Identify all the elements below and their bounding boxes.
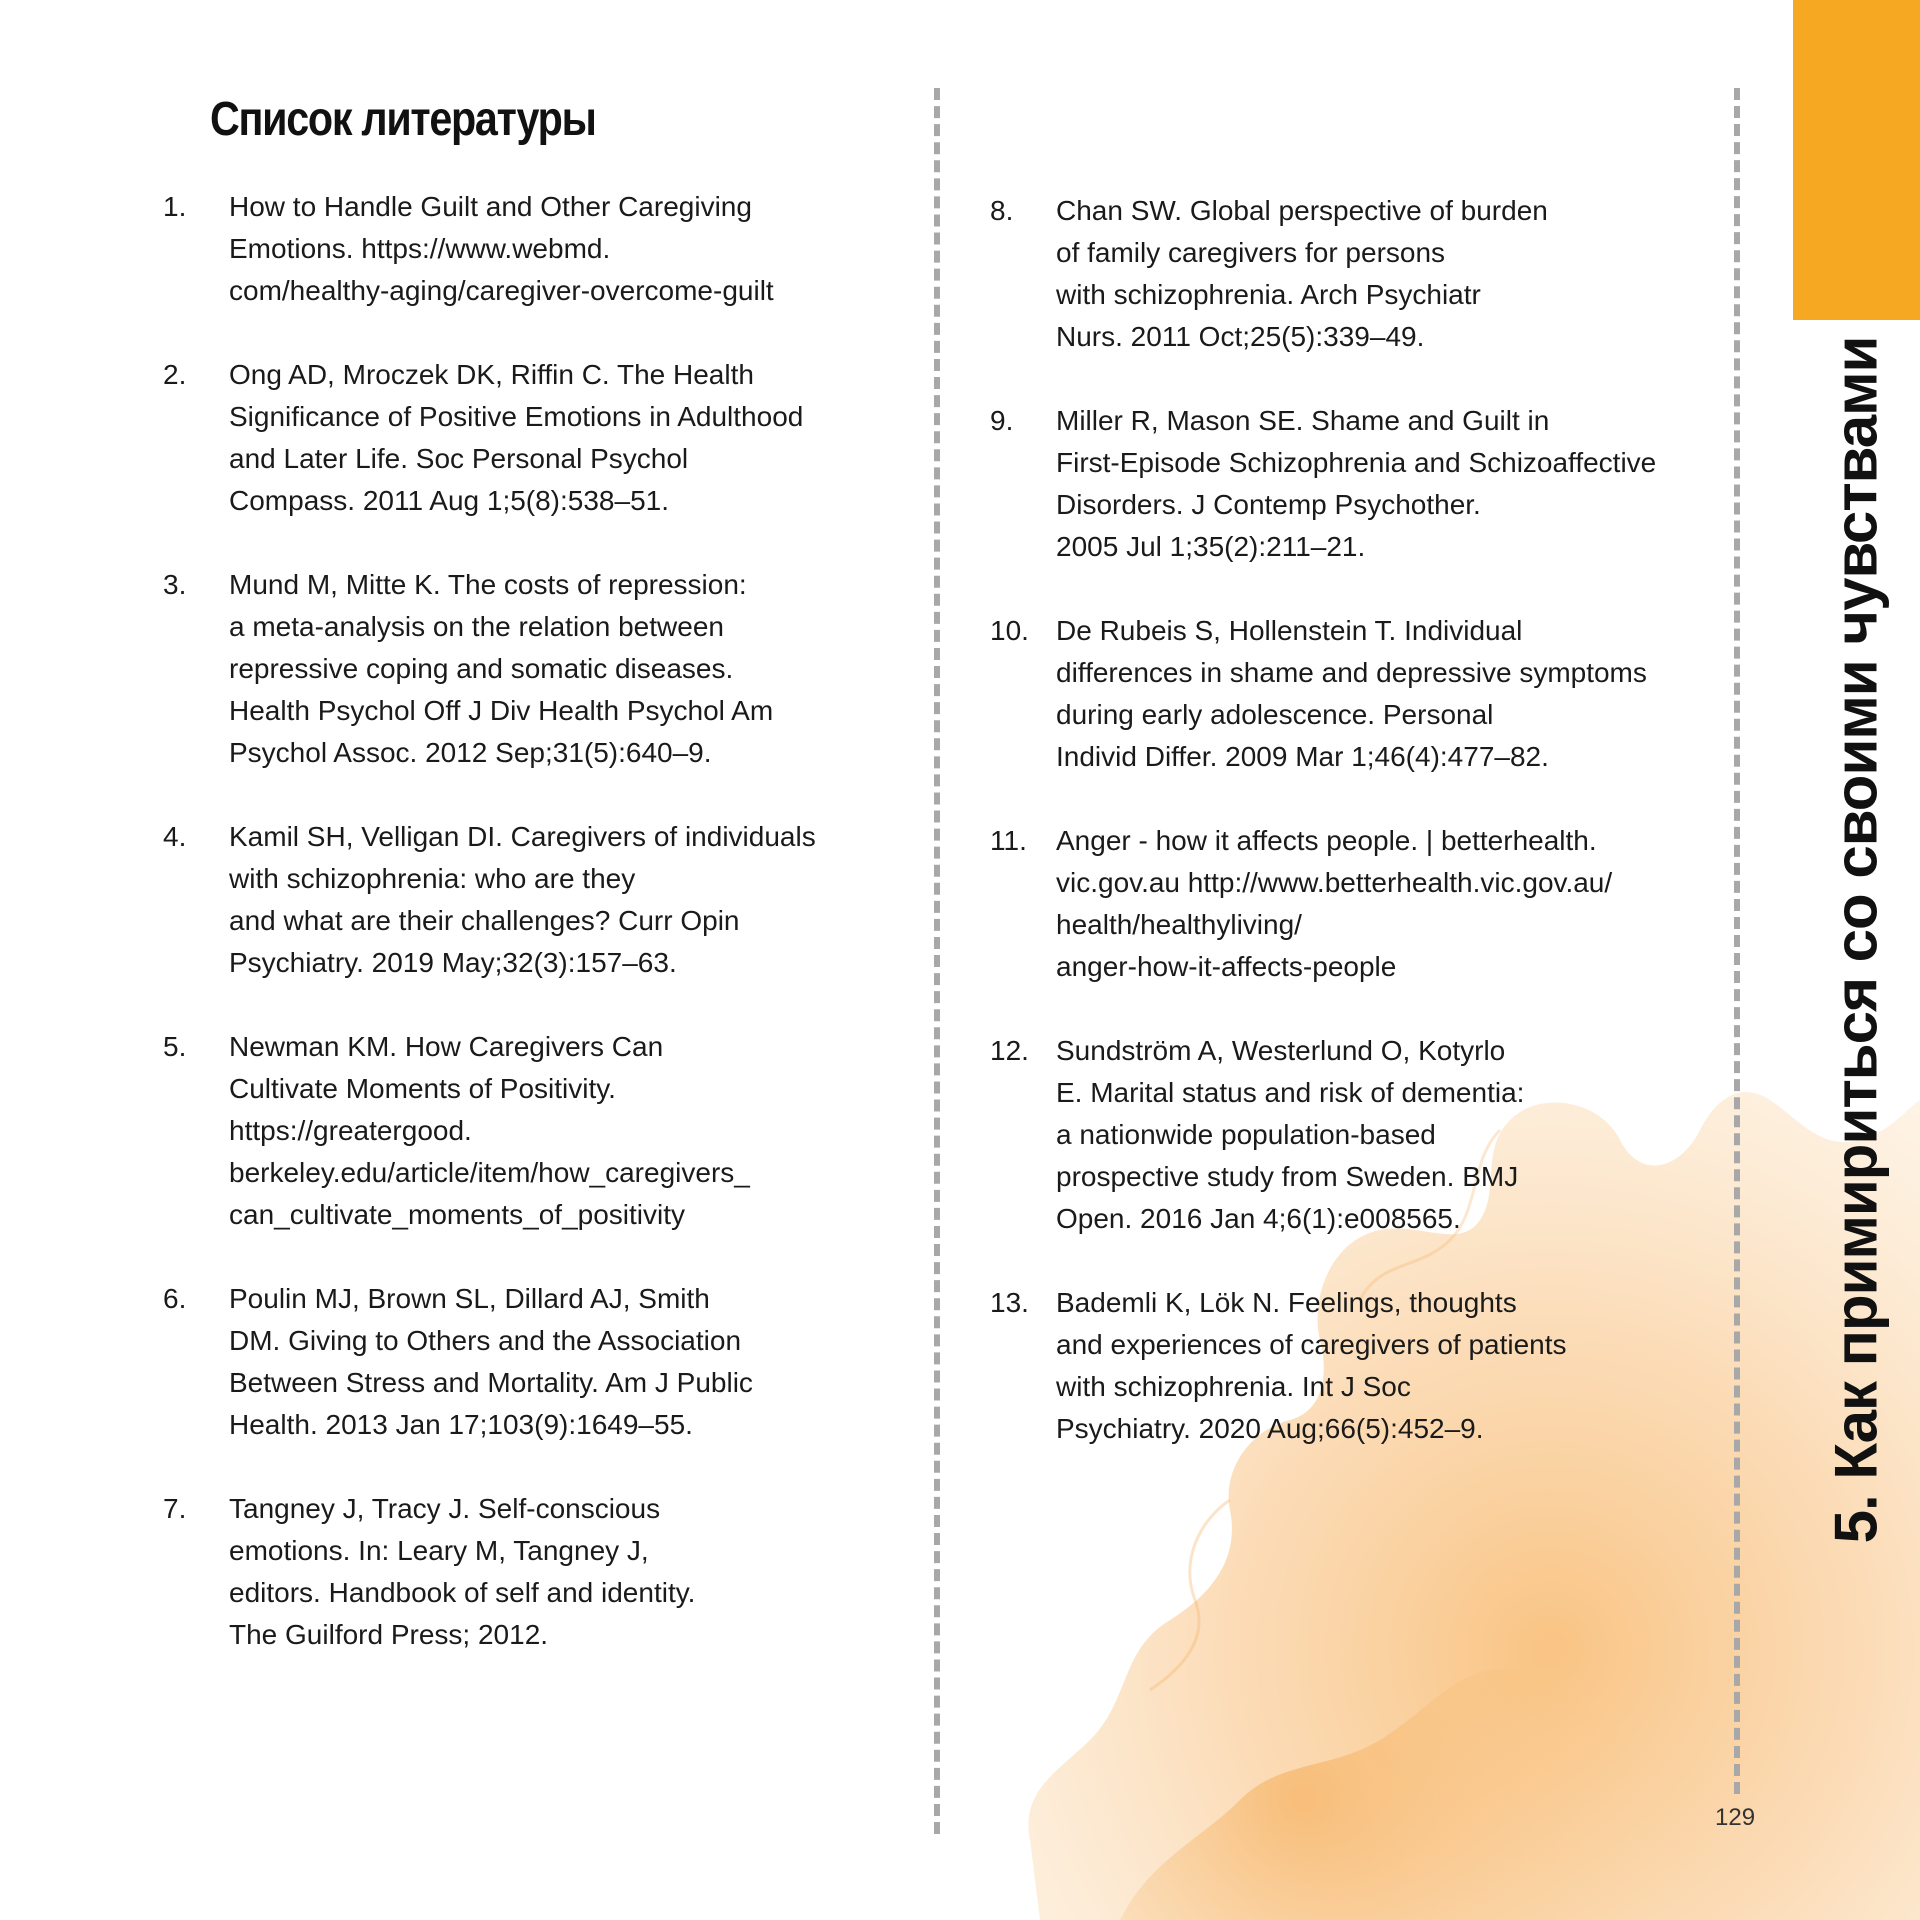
reference-item — [163, 816, 883, 984]
reference-text: Bademli K, Lök N. Feelings, thoughts and experiences of caregivers of patients with schizophrenia. Int J Soc Psychiatry. 2020 Aug;66(5):452–9. — [1056, 1287, 1567, 1444]
reference-number: 12. — [990, 1035, 1029, 1066]
reference-item — [990, 1282, 1720, 1450]
reference-text: Chan SW. Global perspective of burden of family caregivers for persons with schizophrenia. Arch Psychiatr Nurs. 2011 Oct;25(5):339–49. — [1056, 195, 1548, 352]
reference-text: Tangney J, Tracy J. Self-conscious emotions. In: Leary M, Tangney J, editors. Handbook of self and identity. The Guilford Press; 2012. — [229, 1493, 696, 1650]
reference-item — [163, 564, 883, 774]
reference-text: Kamil SH, Velligan DI. Caregivers of individuals with schizophrenia: who are they and what are their challenges? Curr Opin Psychiatry. 2019 May;32(3):157–63. — [229, 821, 816, 978]
reference-number: 6. — [163, 1283, 187, 1314]
reference-number: 13. — [990, 1287, 1029, 1318]
reference-number: 2. — [163, 359, 187, 390]
reference-text: De Rubeis S, Hollenstein T. Individual differences in shame and depressive symptoms during early adolescence. Personal Individ Differ. 2009 Mar 1;46(4):477–82. — [1056, 615, 1647, 772]
reference-number: 9. — [990, 405, 1014, 436]
chapter-side-title: 5. Как примириться со своими чувствами — [1822, 336, 1890, 1544]
reference-text: Miller R, Mason SE. Shame and Guilt in First-Episode Schizophrenia and Schizoaffective Disorders. J Contemp Psychother. 2005 Jul 1;35(2):211–21. — [1056, 405, 1657, 562]
reference-item — [990, 610, 1720, 778]
reference-item — [163, 354, 883, 522]
reference-number: 4. — [163, 821, 187, 852]
reference-number: 10. — [990, 615, 1029, 646]
reference-number: 11. — [990, 825, 1027, 856]
reference-number: 3. — [163, 569, 187, 600]
reference-text: Anger - how it affects people. | betterhealth. vic.gov.au http://www.betterhealth.vic.gov.au/ health/healthyliving/ anger-how-it-affects-people — [1056, 825, 1613, 982]
reference-item — [990, 820, 1720, 988]
reference-text: How to Handle Guilt and Other Caregiving Emotions. https://www.webmd. com/healthy-aging/caregiver-overcome-guilt — [229, 191, 774, 306]
reference-text: Ong AD, Mroczek DK, Riffin C. The Health Significance of Positive Emotions in Adulthood and Later Life. Soc Personal Psychol Compass. 2011 Aug 1;5(8):538–51. — [229, 359, 804, 516]
page-number: 129 — [1715, 1804, 1756, 1831]
chapter-tab — [1793, 0, 1920, 320]
reference-item — [163, 1278, 883, 1446]
side-divider — [1734, 88, 1740, 1794]
reference-text: Sundström A, Westerlund O, Kotyrlo E. Marital status and risk of dementia: a nationwide population-based prospective study from Sweden. BMJ Open. 2016 Jan 4;6(1):e008565. — [1056, 1035, 1525, 1234]
reference-list-right — [990, 190, 1720, 1492]
reference-number: 5. — [163, 1031, 187, 1062]
reference-item — [163, 1026, 883, 1236]
reference-item — [990, 190, 1720, 358]
reference-text: Mund M, Mitte K. The costs of repression: a meta-analysis on the relation between repressive coping and somatic diseases. Health Psychol Off J Div Health Psychol Am Psychol Assoc. 2012 Sep;31(5):640–9. — [229, 569, 774, 768]
page-title: Список литературы — [210, 93, 596, 146]
reference-item — [163, 186, 883, 312]
reference-number: 1. — [163, 191, 187, 222]
reference-number: 7. — [163, 1493, 187, 1524]
reference-item — [990, 1030, 1720, 1240]
reference-text: Poulin MJ, Brown SL, Dillard AJ, Smith DM. Giving to Others and the Association Between Stress and Mortality. Am J Public Health. 2013 Jan 17;103(9):1649–55. — [229, 1283, 753, 1440]
column-divider — [934, 88, 940, 1834]
reference-item — [990, 400, 1720, 568]
reference-item — [163, 1488, 883, 1656]
reference-list-left — [163, 186, 883, 1698]
reference-text: Newman KM. How Caregivers Can Cultivate Moments of Positivity. https://greatergood. berkeley.edu/article/item/how_caregivers_ can_cultivate_moments_of_positivity — [229, 1031, 750, 1230]
reference-number: 8. — [990, 195, 1014, 226]
